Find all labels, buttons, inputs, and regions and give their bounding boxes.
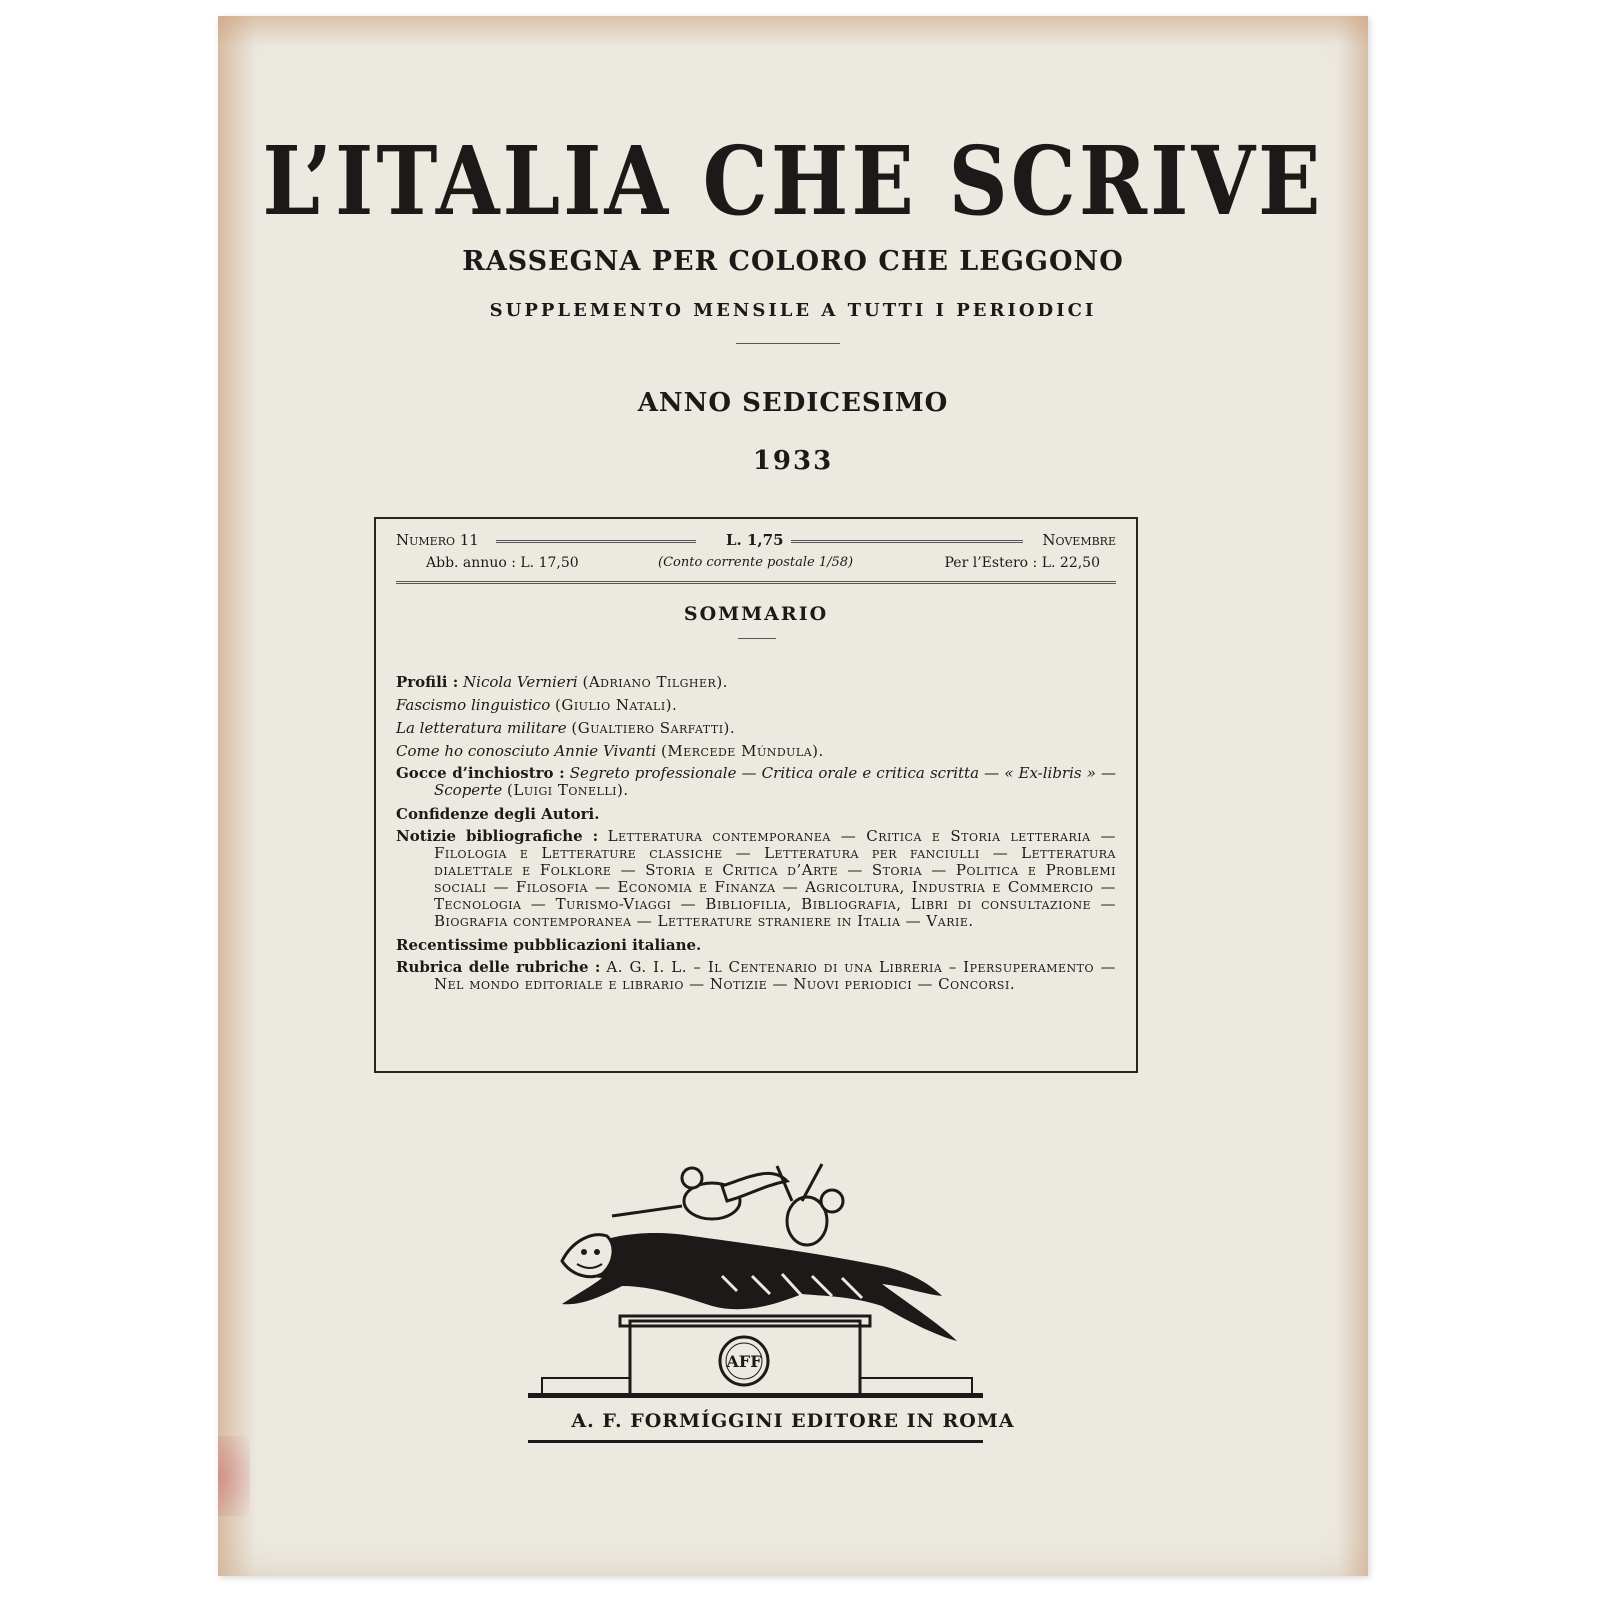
publisher-imprint: A. F. FORMÍGGINI EDITORE IN ROMA [571,1410,1015,1432]
masthead-title: L’ITALIA CHE SCRIVE [262,126,1324,238]
emblem-monogram: AFF [726,1352,762,1371]
supplement-line: SUPPLEMENTO MENSILE A TUTTI I PERIODICI [489,300,1097,321]
issue-month: Novembre [1042,531,1116,549]
table-of-contents [396,671,1116,997]
toc-entry: La letteratura militare (Gualtiero Sarfatti). [396,719,736,737]
subscription-row [396,555,1116,575]
toc-entry: Fascismo linguistico (Giulio Natali). [396,696,678,714]
year: 1933 [752,446,834,476]
magazine-cover [218,16,1368,1576]
issue-price: L. 1,75 [726,531,784,549]
sommario-title: SOMMARIO [683,603,829,625]
pink-stain [218,1436,250,1516]
divider [738,638,776,639]
toc-entry: Rubrica delle rubriche : A. G. I. L. – Il Centenario di una Libreria – Ipersuperamento — Nel mondo editoriale e librario — Notizie — Nuovi periodici — Concorsi. [396,958,1116,993]
postal-account: (Conto corrente postale 1/58) [658,555,854,570]
age-stain-top [218,16,1368,46]
imprint-rule [528,1440,983,1443]
toc-entry: Come ho conosciuto Annie Vivanti (Mercede Múndula). [396,742,824,760]
sommario-box [374,517,1138,1073]
imprint-rule [528,1393,983,1398]
subtitle: RASSEGNA PER COLORO CHE LEGGONO [462,246,1124,277]
divider [736,343,840,344]
double-rule [791,540,1023,543]
foreign-price: Per l’Estero : L. 22,50 [944,555,1100,571]
toc-entry: Gocce d’inchiostro : Segreto professionale — Critica orale e critica scritta — « Ex-libris » — Scoperte (Luigi Tonelli). [396,764,1116,799]
issue-info-row [396,531,1116,553]
toc-entry: Profili : Nicola Vernieri (Adriano Tilgher). [396,673,728,691]
she-wolf-with-putti-icon [522,1146,992,1401]
double-rule [396,581,1116,584]
annual-subscription: Abb. annuo : L. 17,50 [426,555,579,571]
double-rule [496,540,696,543]
toc-entry: Notizie bibliografiche : Letteratura contemporanea — Critica e Storia letteraria — Filologia e Letterature classiche — Letteratura per fanciulli — Letteratura dialettale e Folklore — Storia e Critica d’Arte — Storia — Politica e Problemi sociali — Filosofia — Economia e Finanza — Agricoltura, Industria e Commercio — Tecnologia — Turismo-Viaggi — Bibliofilia, Bibliografia, Libri di consultazione — Biografia contemporanea — Letterature straniere in Italia — Varie. [396,827,1116,930]
toc-entry: Recentissime pubblicazioni italiane. [396,936,702,954]
issue-number: Numero 11 [396,531,479,549]
anno-line: ANNO SEDICESIMO [637,388,949,418]
toc-entry: Confidenze degli Autori. [396,805,600,823]
